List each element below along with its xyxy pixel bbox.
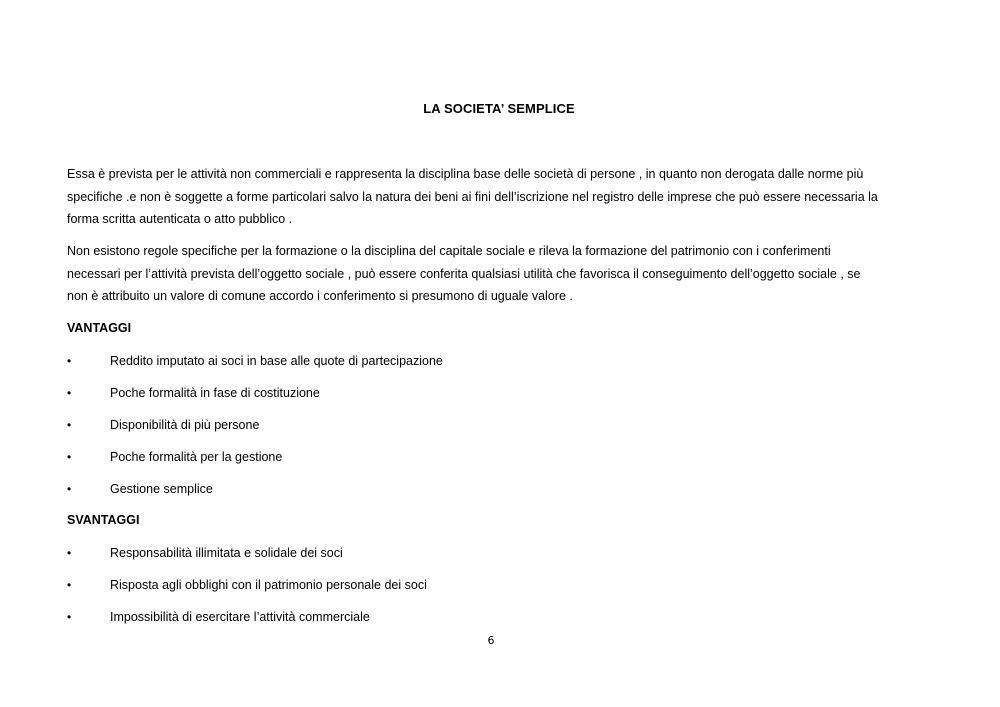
paragraph-line: forma scritta autenticata o atto pubblico . [67, 212, 293, 226]
bullet-icon: • [67, 578, 72, 592]
document-title: LA SOCIETA’ SEMPLICE [423, 101, 575, 116]
svantaggi-list-item [67, 576, 927, 594]
paragraph-line: Non esistono regole specifiche per la formazione o la disciplina del capitale sociale e rileva la formazione del patrimonio con i conferimenti [67, 244, 831, 258]
list-item-text: Responsabilità illimitata e solidale dei soci [110, 546, 343, 560]
page-number: 6 [487, 634, 495, 647]
svantaggi-list-item [67, 608, 927, 626]
paragraph-intro [67, 163, 927, 231]
vantaggi-heading: VANTAGGI [67, 321, 132, 335]
list-item-text: Reddito imputato ai soci in base alle quote di partecipazione [110, 354, 443, 368]
list-item-text: Poche formalità per la gestione [110, 450, 283, 464]
vantaggi-list-item [67, 416, 927, 434]
list-item-text: Poche formalità in fase di costituzione [110, 386, 320, 400]
svantaggi-list-item [67, 544, 927, 562]
svantaggi-heading: SVANTAGGI [67, 513, 140, 527]
vantaggi-list-item [67, 384, 927, 402]
list-item-text: Disponibilità di più persone [110, 418, 260, 432]
bullet-icon: • [67, 610, 72, 624]
paragraph-line: necessari per l’attività prevista dell’oggetto sociale , può essere conferita qualsiasi utilità che favorisca il conseguimento dell’oggetto sociale , se [67, 266, 861, 281]
bullet-icon: • [67, 450, 72, 464]
list-item-text: Risposta agli obblighi con il patrimonio personale dei soci [110, 578, 427, 592]
vantaggi-list-item [67, 352, 927, 370]
bullet-icon: • [67, 386, 72, 400]
vantaggi-list-item [67, 480, 927, 498]
paragraph-line: specifiche .e non è soggette a forme particolari salvo la natura dei beni ai fini dell’iscrizione nel registro delle imprese che può essere necessaria la [67, 189, 878, 204]
bullet-icon: • [67, 418, 72, 432]
list-item-text: Gestione semplice [110, 482, 213, 496]
paragraph-line: non è attribuito un valore di comune accordo i conferimento si presumono di uguale valore . [67, 289, 573, 303]
paragraph-line: Essa è prevista per le attività non commerciali e rappresenta la disciplina base delle società di persone , in quanto non derogata dalle norme più [67, 167, 864, 181]
bullet-icon: • [67, 354, 72, 368]
list-item-text: Impossibilità di esercitare l’attività commerciale [110, 610, 370, 624]
vantaggi-list-item [67, 448, 927, 466]
bullet-icon: • [67, 482, 72, 496]
paragraph-capital [67, 240, 927, 308]
bullet-icon: • [67, 546, 72, 560]
